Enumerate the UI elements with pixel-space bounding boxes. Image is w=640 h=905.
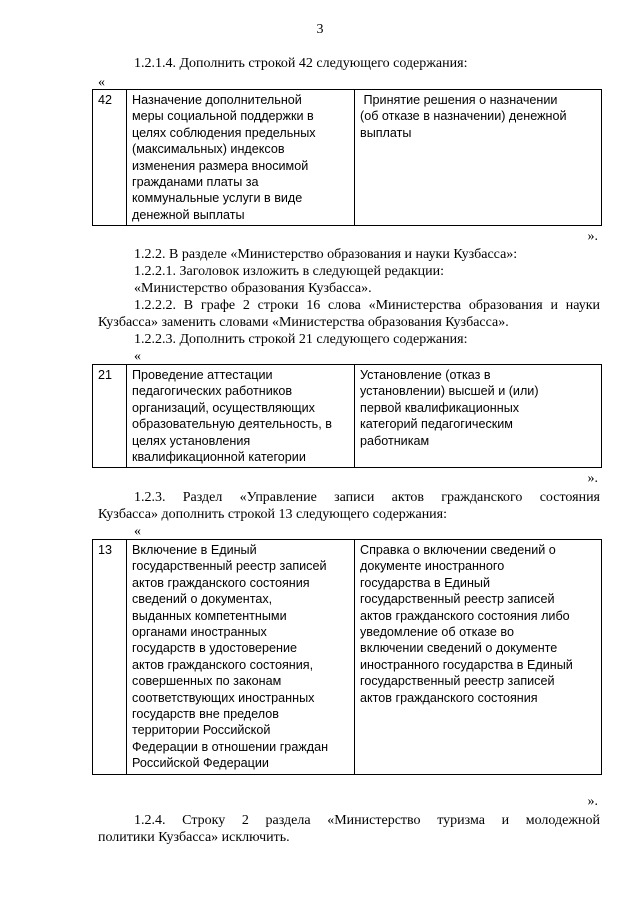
cell-line: Справка о включении сведений о bbox=[360, 543, 556, 557]
cell-line: образовательную деятельность, в bbox=[132, 417, 332, 432]
table-row-13 bbox=[92, 539, 602, 775]
paragraph-1-2-3: 1.2.3. Раздел «Управление записи актов гражданского состояния bbox=[134, 490, 600, 505]
row-number: 42 bbox=[93, 90, 127, 226]
paragraph-new-title: «Министерство образования Кузбасса». bbox=[134, 281, 372, 296]
paragraph-1-2-2: 1.2.2. В разделе «Министерство образования и науки Кузбасса»: bbox=[134, 247, 518, 262]
cell-line: меры социальной поддержки в bbox=[132, 109, 314, 124]
cell-line: квалификационной категории bbox=[132, 450, 306, 465]
paragraph-1-2-4: 1.2.4. Строку 2 раздела «Министерство туризма и молодежной bbox=[134, 813, 600, 828]
service-name-cell bbox=[127, 90, 355, 226]
service-name-cell bbox=[127, 365, 355, 468]
heading-1-2-1-4: 1.2.1.4. Дополнить строкой 42 следующего содержания: bbox=[134, 56, 468, 71]
cell-line: актов гражданского состояния, bbox=[132, 657, 314, 672]
result-cell bbox=[355, 365, 602, 468]
open-quote: « bbox=[134, 349, 141, 364]
cell-line: Установление (отказ в bbox=[360, 368, 491, 382]
cell-line: коммунальные услуги в виде bbox=[132, 191, 303, 206]
cell-line: сведений о документах, bbox=[132, 592, 273, 607]
paragraph-1-2-4-cont: политики Кузбасса» исключить. bbox=[98, 830, 290, 845]
cell-line: Принятие решения о назначении bbox=[360, 93, 558, 107]
cell-line: территории Российской bbox=[132, 723, 271, 738]
close-quote: ». bbox=[587, 794, 598, 809]
cell-line: (об отказе в назначении) денежной bbox=[360, 109, 567, 124]
cell-line: государственный реестр записей bbox=[132, 559, 327, 574]
cell-line: работникам bbox=[360, 433, 430, 448]
cell-line: уведомление об отказе во bbox=[360, 625, 514, 640]
cell-line: государств в удостоверение bbox=[132, 641, 298, 656]
close-quote: ». bbox=[587, 471, 598, 486]
cell-line: совершенных по законам bbox=[132, 674, 282, 689]
cell-line: Федерации в отношении граждан bbox=[132, 739, 329, 754]
paragraph-1-2-2-1: 1.2.2.1. Заголовок изложить в следующей редакции: bbox=[134, 264, 445, 279]
table-row-21 bbox=[92, 364, 602, 468]
cell-line: денежной выплаты bbox=[132, 207, 245, 222]
cell-line: соответствующих иностранных bbox=[132, 690, 315, 705]
cell-line: первой квалификационных bbox=[360, 400, 520, 415]
cell-line: государственный реестр записей bbox=[360, 674, 555, 689]
row-number: 13 bbox=[93, 540, 127, 775]
close-quote: ». bbox=[587, 229, 598, 244]
cell-line: органами иностранных bbox=[132, 625, 267, 640]
cell-line: педагогических работников bbox=[132, 384, 293, 399]
cell-line: государственный реестр записей bbox=[360, 592, 555, 607]
cell-line: Российской Федерации bbox=[132, 756, 269, 771]
cell-line: выплаты bbox=[360, 125, 412, 140]
result-cell bbox=[355, 90, 602, 226]
cell-line: государства в Единый bbox=[360, 575, 490, 590]
open-quote: « bbox=[98, 75, 105, 90]
cell-line: (максимальных) индексов bbox=[132, 142, 285, 157]
paragraph-1-2-2-3: 1.2.2.3. Дополнить строкой 21 следующего содержания: bbox=[134, 332, 468, 347]
cell-line: целях соблюдения предельных bbox=[132, 125, 316, 140]
cell-line: государств вне пределов bbox=[132, 707, 279, 722]
cell-line: изменения размера вносимой bbox=[132, 158, 309, 173]
cell-line: установлении) высшей и (или) bbox=[360, 384, 539, 399]
cell-line: целях установления bbox=[132, 433, 251, 448]
row-number: 21 bbox=[93, 365, 127, 468]
paragraph-1-2-3-cont: Кузбасса» дополнить строкой 13 следующего содержания: bbox=[98, 507, 448, 522]
cell-line: актов гражданского состояния либо bbox=[360, 608, 570, 623]
table-row-42 bbox=[92, 89, 602, 226]
cell-line: актов гражданского состояния bbox=[132, 575, 310, 590]
cell-line: организаций, осуществляющих bbox=[132, 400, 315, 415]
service-name-cell bbox=[127, 540, 355, 775]
cell-line: гражданами платы за bbox=[132, 175, 259, 190]
paragraph-1-2-2-2: 1.2.2.2. В графе 2 строки 16 слова «Министерства образования и науки bbox=[134, 298, 600, 313]
cell-line: выданных компетентными bbox=[132, 608, 287, 623]
result-cell bbox=[355, 540, 602, 775]
page-number: 3 bbox=[316, 22, 324, 37]
cell-line: документе иностранного bbox=[360, 559, 505, 574]
cell-line: Назначение дополнительной bbox=[132, 93, 302, 107]
paragraph-1-2-2-2-cont: Кузбасса» заменить словами «Министерства образования Кузбасса». bbox=[98, 315, 509, 330]
cell-line: Проведение аттестации bbox=[132, 368, 273, 382]
cell-line: актов гражданского состояния bbox=[360, 690, 538, 705]
cell-line: включении сведений о документе bbox=[360, 641, 558, 656]
open-quote: « bbox=[134, 524, 141, 539]
cell-line: категорий педагогическим bbox=[360, 417, 513, 432]
cell-line: Включение в Единый bbox=[132, 543, 257, 557]
cell-line: иностранного государства в Единый bbox=[360, 657, 573, 672]
